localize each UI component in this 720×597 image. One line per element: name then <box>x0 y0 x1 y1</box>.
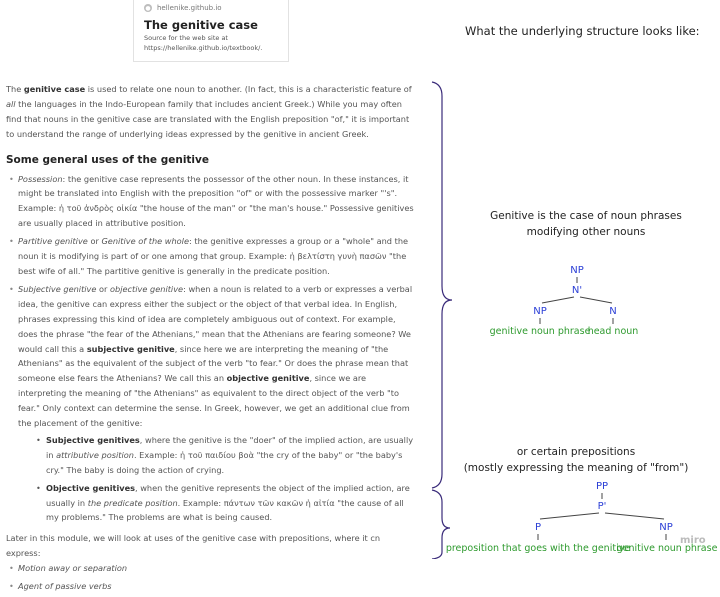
card-desc-line1: Source for the web site at <box>144 34 228 42</box>
tree2-right-node: NP <box>659 522 673 533</box>
sub-objective: • Objective genitives, when the genitive represents the object of the implied action, are usually in the predicate position. Example: πάντων τῶν κακῶν ἡ αἰτία "the cause of all my problems." The problems are what is being caused. <box>46 481 416 526</box>
tree1-right-gloss: head noun <box>587 326 639 337</box>
right-title: What the underlying structure looks like: <box>465 24 700 38</box>
miro-watermark: miro <box>680 535 706 546</box>
tree-prepositional-phrase <box>446 481 718 554</box>
label-noun-phrases: Genitive is the case of noun phrases modifying other nouns <box>490 210 682 238</box>
later-item-motion: • Motion away or separation <box>18 561 416 576</box>
tree2-bar: P' <box>597 501 607 512</box>
use-subjective-objective: • Subjective genitive or objective genitive: when a noun is related to a verb or expresses a verbal idea, the genitive can express either the subject or the object of that verbal idea. In English, phrases expressing this kind of idea are completely ambiguous out of context. For example, does the phrase "the fear of the Athenians," mean that the Athenians are fearing someone? We would call this a subjective genitive, since here we are interpreting the meaning of "the Athenians" as the equivalent of the subject of the verb "to fear." Or does the phrase mean that someone else fears the Athenians? We call this an objective genitive, since we are interpreting the meaning of "the Athenians" as equivalent to the direct object of the verb "to fear." Only context can determine the sense. In Greek, however, we get an additional clue from the placement of the genitive: • Subjective genitives, where the genitive is the "doer" of the implied action, are usually in attributive position. Example: ἡ τοῦ παιδίου βοὰ "the cry of the baby" or "the baby's cry." The baby is doing the action of crying. • Objective genitives, when the genitive represents the object of the implied action, are usually in the predicate position. Example: πάντων τῶν κακῶν ἡ αἰτία "the cause of all my problems." The problems are what is being caused. <box>18 282 416 526</box>
tree1-right-node: N <box>609 306 617 317</box>
sub-subjective: • Subjective genitives, where the genitive is the "doer" of the implied action, are usually in attributive position. Example: ἡ τοῦ παιδίου βοὰ "the cry of the baby" or "the baby's cry." The baby is doing the action of crying. <box>46 433 416 478</box>
section-heading: Some general uses of the genitive <box>6 153 210 166</box>
use-possession: • Possession: the genitive case represents the possessor of the other noun. In these instances, it might be translated into English with the preposition "of" or with the possessive marker "'s". Example: ἡ τοῦ ἀνδρὸς οἰκία "the house of the man" or "the man's house." Possessive genitives are usually placed in attributive position. <box>18 172 416 232</box>
site-favicon-icon: ● <box>145 4 151 12</box>
intro-paragraph: The genitive case is used to relate one noun to another. (In fact, this is a characteristic feature of all the languages in the Indo-European family that includes ancient Greek.) While you may often find that nouns in the genitive case are translated with the English preposition "of," it is important to understand the range of underlying ideas expressed by the genitive in ancient Greek. <box>6 84 412 139</box>
later-paragraph: Later in this module, we will look at uses of the genitive case with prepositions, where it cn express: <box>6 533 381 559</box>
use-partitive: • Partitive genitive or Genitive of the whole: the genitive expresses a group or a "whole" and the noun it is modifying is part of or one among that group. Example: ἡ βελτίστη γυνὴ πασῶν "the best wife of all." The partitive genitive is generally in the predicate position. <box>18 234 416 279</box>
card-title[interactable]: The genitive case <box>144 18 258 32</box>
tree1-left-node: NP <box>533 306 547 317</box>
label-prepositions: or certain prepositions (mostly expressing the meaning of "from") <box>463 446 689 474</box>
tree-noun-phrase <box>490 265 639 337</box>
tree2-left-gloss: preposition that goes with the genitive <box>445 543 631 554</box>
source-domain: hellenike.github.io <box>157 4 222 12</box>
tree1-root: NP <box>570 265 584 276</box>
tree2-left-node: P <box>534 522 542 533</box>
tree1-left-gloss: genitive noun phrase <box>489 326 591 337</box>
later-item-agent: • Agent of passive verbs <box>18 579 416 594</box>
tree2-root: PP <box>595 481 609 492</box>
tree1-bar: N' <box>571 285 583 296</box>
preposition-uses-list <box>6 561 416 594</box>
card-desc-line2[interactable]: https://hellenike.github.io/textbook/. <box>144 44 263 52</box>
tree2-right-gloss: genitive noun phrase <box>616 543 718 554</box>
bracket-top <box>432 82 452 488</box>
